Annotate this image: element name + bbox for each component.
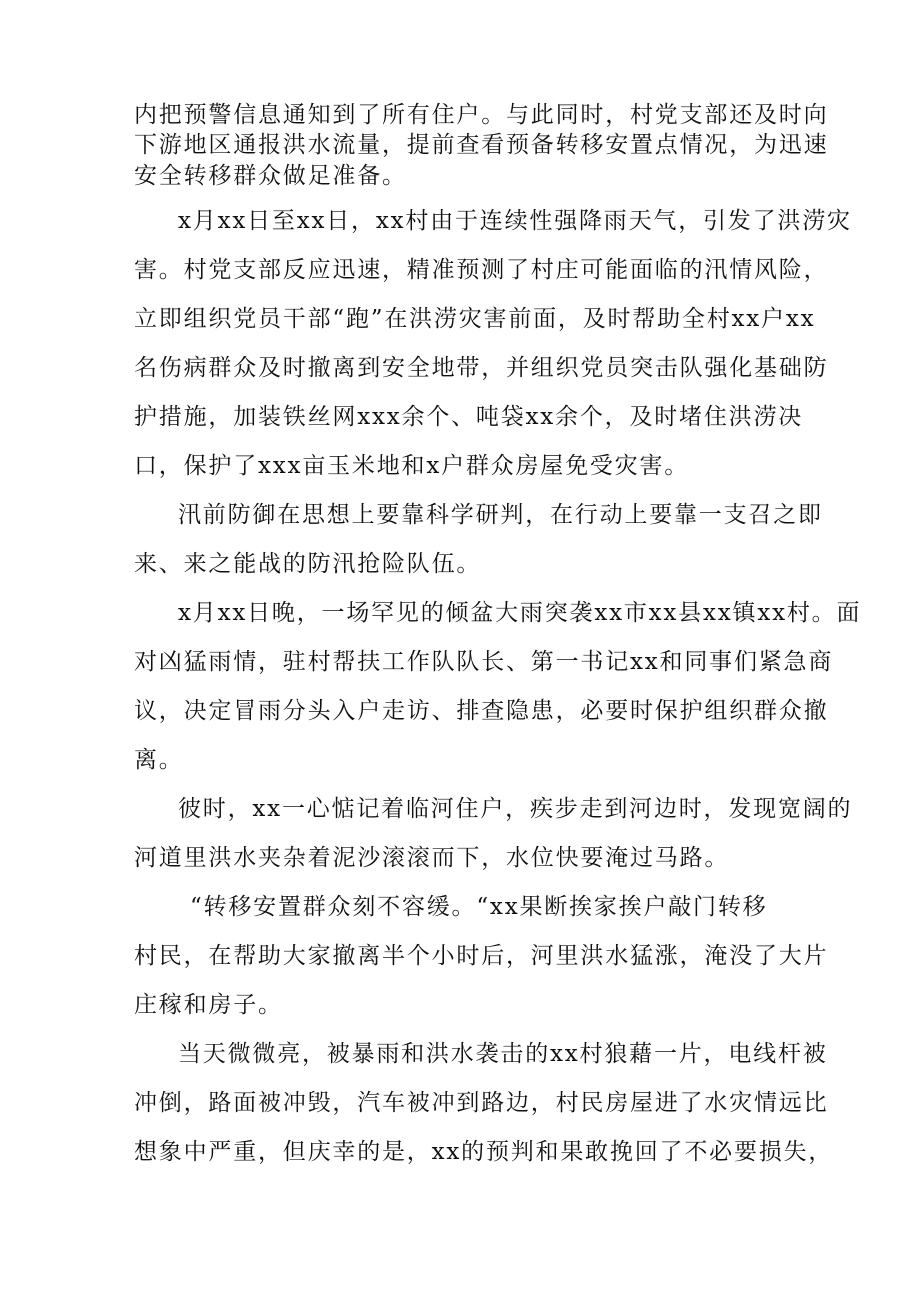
text-line-15: 离。 (134, 747, 184, 773)
text-line-22: 冲倒，路面被冲毁，汽车被冲到路边，村民房屋进了水灾情远比 (134, 1090, 829, 1116)
text-line-19: 村民，在帮助大家撤离半个小时后，河里洪水猛涨，淹没了大片 (134, 943, 829, 969)
text-line-13: 对凶猛雨情，驻村帮扶工作队队长、第一书记xx和同事们紧急商 (134, 649, 834, 675)
text-line-8: 护措施，加装铁丝网xxx余个、吨袋xx余个，及时堵住洪涝决 (134, 404, 804, 430)
text-line-2: 下游地区通报洪水流量，提前查看预备转移安置点情况，为迅速 (134, 132, 829, 158)
text-line-17: 河道里洪水夹杂着泥沙滚滚而下，水位快要淹过马路。 (134, 845, 730, 871)
text-line-4: x月xx日至xx日，xx村由于连续性强降雨天气，引发了洪涝灾 (178, 208, 852, 234)
text-line-5: 害。村党支部反应迅速，精准预测了村庄可能面临的汛情风险， (134, 257, 829, 283)
text-line-7: 名伤病群众及时撤离到安全地带，并组织党员突击队强化基础防 (134, 355, 829, 381)
text-line-20: 庄稼和房子。 (134, 992, 283, 1018)
text-line-18: “转移安置群众刻不容缓。“xx果断挨家挨户敲门转移 (190, 894, 768, 920)
text-line-23: 想象中严重，但庆幸的是，xx的预判和果敢挽回了不必要损失， (134, 1139, 834, 1165)
text-line-11: 来、来之能战的防汛抢险队伍。 (134, 551, 482, 577)
text-line-3: 安全转移群众做足准备。 (134, 163, 407, 189)
text-line-9: 口，保护了xxx亩玉米地和x户群众房屋免受灾害。 (134, 453, 690, 479)
text-line-16: 彼时，xx一心惦记着临河住户，疾步走到河边时，发现宽阔的 (178, 796, 853, 822)
text-line-14: 议，决定冒雨分头入户走访、排查隐患，必要时保护组织群众撤 (134, 698, 829, 724)
text-line-12: x月xx日晚，一场罕见的倾盆大雨突袭xx市xx县xx镇xx村。面 (178, 600, 862, 626)
text-line-10: 汛前防御在思想上要靠科学研判，在行动上要靠一支召之即 (178, 502, 823, 528)
text-line-6: 立即组织党员干部“跑”在洪涝灾害前面，及时帮助全村xx户xx (134, 306, 816, 332)
text-line-1: 内把预警信息通知到了所有住户。与此同时，村党支部还及时向 (134, 102, 829, 128)
text-line-21: 当天微微亮，被暴雨和洪水袭击的xx村狼藉一片，电线杆被 (178, 1041, 828, 1067)
